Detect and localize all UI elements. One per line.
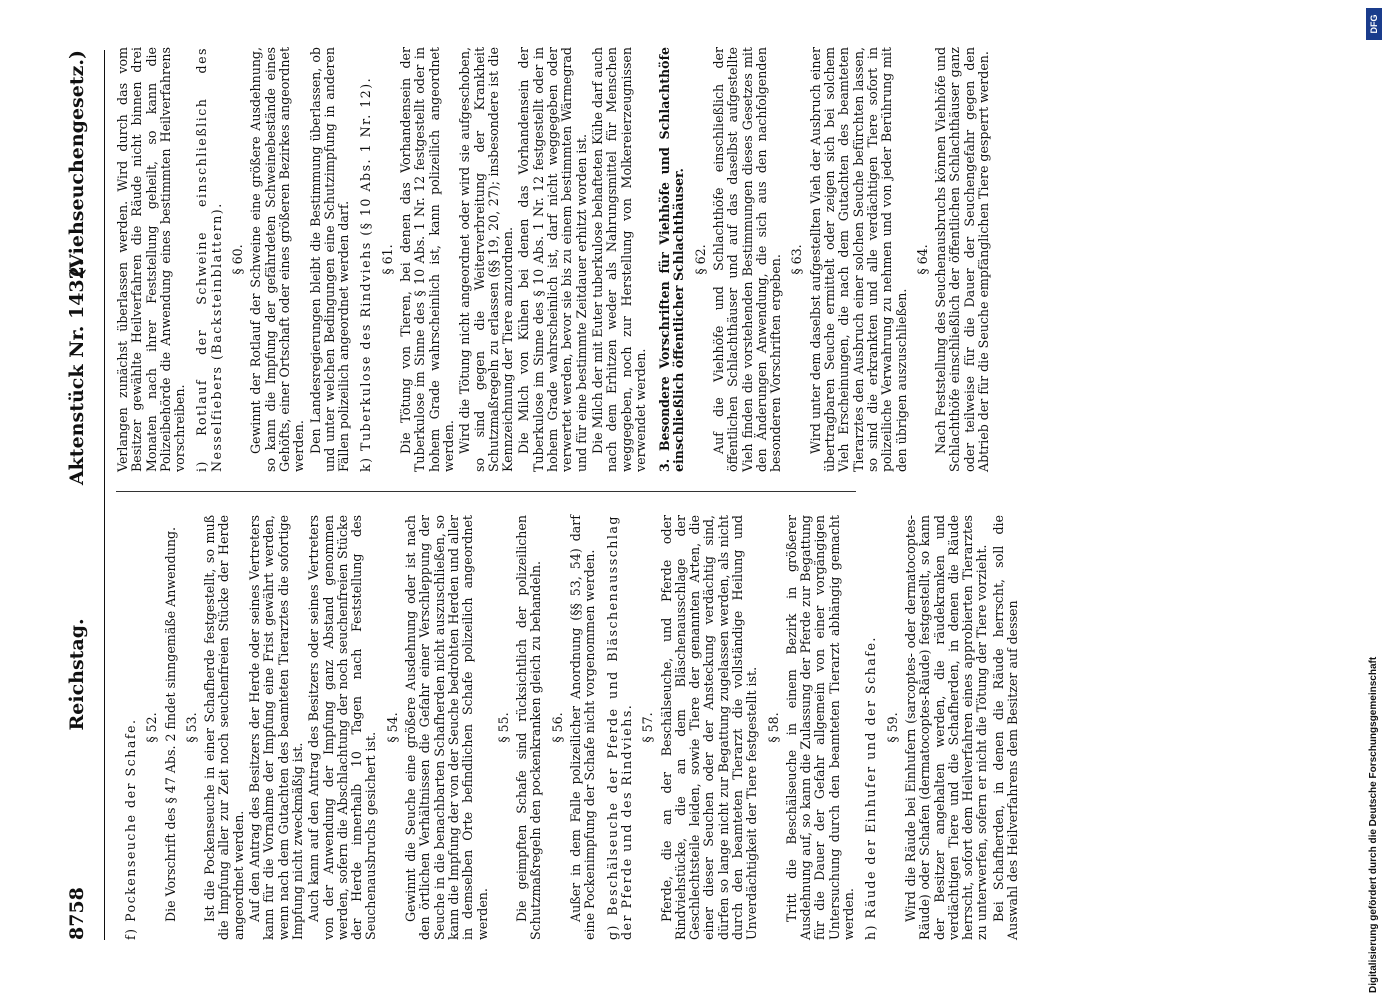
text-paragraph: Auch kann auf den Antrag des Besitzers oder seines Vertreters von der Anwendung der Impfung ganz Abstand genommen werden, sofern die Abschlachtung der noch seuchenfreien Stücke der Herde innerhalb 10 Tagen nach Feststellung des Seuchenausbruchs gesichert ist. — [306, 515, 379, 940]
text-paragraph: Außer in dem Falle polizeilicher Anordnung (§§ 53, 54) darf eine Pockenimpfung der Schafe nicht vorgenommen werden. — [568, 515, 598, 940]
section-number: § 64. — [914, 244, 930, 275]
section-heading: g) Beschälseuche der Pferde und Bläschenausschlag der Pferde und des Rindviehs. — [604, 515, 634, 940]
section-number: § 52. — [144, 712, 160, 743]
digitization-note: Digitalisierung gefördert durch die Deutsche Forschungsgemeinschaft — [1368, 656, 1379, 993]
text-paragraph: Wird die Räude bei Einhufern (sarcoptes- oder dermatocoptes-Räude) oder Schafen (dermatocoptes-Räude) festgestellt, so kann der Besitzer angehalten werden, die räudekranken und verdächtigen Tiere und die Schafherden, in denen die Räude herrscht, sofort dem Heilverfahren eines approbierten Tierarztes zu unterwerfen, sofern er nicht die Tötung der Tiere vorzieht. — [902, 515, 990, 940]
text-paragraph: Auf die Viehhöfe und Schlachthöfe einschließlich der öffentlichen Schlachthäuser und auf das daselbst aufgestellte Vieh finden die vorstehenden Bestimmungen dieses Gesetzes mit den Änderungen Anwendung, die sich aus den nachfolgenden besonderen Vorschriften ergeben. — [710, 47, 784, 472]
text-paragraph: Ist die Pockenseuche in einer Schafherde festgestellt, so muß die Impfung aller zur Zeit noch seuchenfreien Stücke der Herde angeordnet werden. — [202, 515, 246, 940]
text-paragraph: Auf den Antrag des Besitzers der Herde oder seines Vertreters kann für die Vornahme der Impfung eine Frist gewährt werden, wenn nach dem Gutachten des beamteten Tierarztes die sofortige Impfung nicht zweckmäßig ist. — [247, 515, 305, 940]
text-paragraph: Die Tötung von Tieren, bei denen das Vorhandensein der Tuberkulose im Sinne des § 10 Abs. 1 Nr. 12 festgestellt oder in hohem Grade wahrscheinlich ist, kann polizeilich angeordnet werden. — [398, 47, 456, 472]
section-number: § 60. — [230, 244, 246, 275]
page-header — [60, 50, 105, 940]
text-paragraph: Pferde, die an der Beschälseuche, und Pferde oder Rindviehstücke, die an dem Bläschenausschlage der Geschlechtsteile leiden, sowie Tiere der genannten Arten, die einer dieser Seuchen oder der Ansteckung verdächtig sind, dürfen so lange nicht zur Begattung zugelassen werden, als nicht durch den beamteten Tierarzt die vollständige Heilung und Unverdächtigkeit der Tiere festgestellt ist. — [658, 515, 760, 940]
text-paragraph: Wird unter dem daselbst aufgestellten Vieh der Ausbruch einer übertragbaren Seuche ermittelt oder zeigen sich bei solchem Vieh Erscheinungen, die nach dem Gutachten des beamteten Tierarztes den Ausbruch einer solchen Seuche befürchten lassen, so sind die erkrankten und alle verdächtigen Tiere sofort in polizeiliche Verwahrung zu nehmen und von jeder Berührung mit den übrigen auszuschließen. — [807, 47, 909, 472]
text-paragraph: Die Milch der mit Euter tuberkulose behafteten Kühe darf auch nach dem Erhitzen weder als Nahrungsmittel für Menschen weggegeben, noch zur Herstellung von Molkereierzeugnissen verwendet werden. — [589, 47, 648, 472]
text-paragraph: Nach Feststellung des Seuchenausbruchs können Viehhöfe und Schlachthöfe einschließlich der öffentlichen Schlachthäuser ganz oder teilweise für die Dauer der Seuchengefahr gegen den Abtrieb der für die Seuche empfänglichen Tiere gesperrt werden. — [933, 47, 992, 472]
text-paragraph: Tritt die Beschälseuche in einem Bezirk in größerer Ausdehnung auf, so kann die Zulassung der Pferde zur Begattung für die Dauer der Gefahr allgemein von einer vorgängigen Untersuchung durch den beamteten Tierarzt abhängig gemacht werden. — [783, 515, 857, 940]
section-number: § 53. — [183, 712, 199, 743]
section-number: § 56. — [549, 712, 565, 743]
text-paragraph: Die Vorschrift des § 47 Abs. 2 findet sinngemäße Anwendung. — [162, 526, 178, 922]
header-right-title: (Viehseuchengesetz.) — [66, 50, 88, 278]
section-heading: k) Tuberkulose des Rindviehs (§ 10 Abs. 1 Nr. 12). — [358, 76, 374, 472]
section-number: § 62. — [692, 244, 708, 275]
left-column — [116, 515, 1022, 940]
text-paragraph: Wird die Tötung nicht angeordnet oder wird sie aufgeschoben, so sind gegen die Weiterverbreitung der Krankheit Schutzmaßregeln zu erlassen (§§ 19, 20, 27); insbesondere ist die Kennzeichnung der Tiere anzuordnen. — [457, 47, 516, 472]
text-paragraph: Bei Schafherden, in denen die Räude herrscht, soll die Auswahl des Heilverfahrens dem Besitzer auf dessen — [990, 515, 1021, 940]
section-heading: f) Pockenseuche der Schafe. — [123, 718, 138, 940]
header-left-title: Reichstag. — [66, 618, 88, 731]
text-paragraph: Gewinnt der Rotlauf der Schweine eine größere Ausdehnung, so kann die Impfung der gefährdeten Schweinebestände eines Gehöfts, einer Ortschaft oder eines größeren Bezirkes angeordnet werden. — [248, 47, 307, 472]
section-number: § 57. — [640, 712, 656, 743]
text-paragraph: Die geimpften Schafe sind rücksichtlich der polizeilichen Schutzmaßregeln den pockenkranken gleich zu behandeln. — [514, 515, 544, 940]
section-number: § 54. — [384, 712, 400, 743]
text-paragraph: Verlangen zunächst überlassen werden. Wird durch das vom Besitzer gewählte Heilverfahren die Räude nicht binnen drei Monaten nach ihrer Feststellung geheilt, so kann die Polizeibehörde die Anwendung eines bestimmten Heilverfahrens vorschreiben. — [115, 47, 188, 472]
section-heading: 3. Besondere Vorschriften für Viehhöfe und Schlachthöfe einschließlich öffentlicher Schlachthäuser. — [657, 47, 687, 472]
section-number: § 59. — [884, 712, 900, 743]
section-number: § 61. — [379, 244, 395, 275]
text-paragraph: Den Landesregierungen bleibt die Bestimmung überlassen, ob und unter welchen Bedingungen eine Schutzimpfung in anderen Fällen polizeilich angeordnet werden darf. — [307, 47, 352, 472]
text-paragraph: Die Milch von Kühen bei denen das Vorhandensein der Tuberkulose im Sinne des § 10 Abs. 1 Nr. 12 festgestellt oder in hohem Grade wahrscheinlich ist, darf nicht weggegeben oder verwertet werden, bevor sie bis zu einem bestimmten Wärmegrad und für eine bestimmte Zeitdauer erhitzt worden ist. — [516, 47, 589, 472]
section-number: § 58. — [765, 712, 781, 743]
text-paragraph: Gewinnt die Seuche eine größere Ausdehnung oder ist nach den örtlichen Verhältnissen die Gefahr einer Verschleppung der Seuche in die benachbarten Schafherden nicht auszuschließen, so kann die Impfung der von der Seuche bedrohten Herden und aller in demselben Orte befindlichen Schafe polizeilich angeordnet werden. — [403, 515, 490, 940]
section-heading: i) Rotlauf der Schweine einschließlich des Nesselfiebers (Backsteinblattern). — [194, 47, 224, 472]
header-center-title: Aktenstück Nr. 1432. — [66, 259, 88, 486]
column-divider — [116, 491, 856, 492]
dfg-logo-text: DFG — [1369, 14, 1379, 34]
right-column — [116, 47, 993, 472]
section-number: § 63. — [789, 244, 805, 275]
section-heading: h) Räude der Einhufer und der Schafe. — [863, 636, 879, 940]
section-number: § 55. — [495, 712, 511, 743]
digitization-sidebar — [1368, 8, 1382, 993]
page-number: 8758 — [66, 887, 88, 940]
